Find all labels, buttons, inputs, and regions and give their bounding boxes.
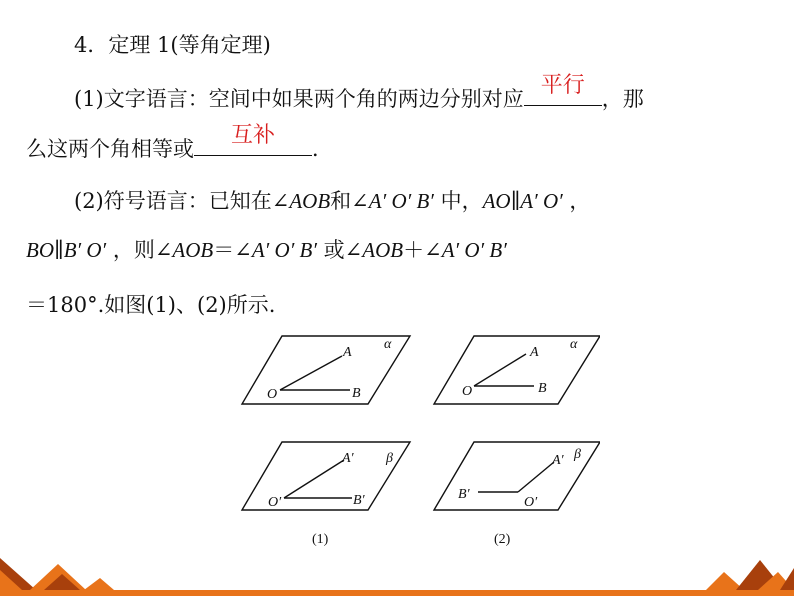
label-O-prime: O′	[268, 495, 282, 510]
label-plane: α	[570, 337, 578, 352]
label-O-prime: O′	[524, 495, 538, 510]
answer-blank-1	[524, 73, 602, 106]
sym-var: B′ O′	[63, 238, 107, 262]
caption-2: (2)	[494, 532, 511, 547]
sym-text: 和∠	[330, 189, 369, 213]
label-B: B	[538, 381, 547, 396]
decorative-footer	[0, 550, 794, 596]
ray-OA-1	[280, 356, 342, 390]
label-O: O	[267, 387, 278, 402]
sym-text: ，则∠	[106, 238, 173, 262]
text-statement-line2	[26, 123, 333, 164]
label-plane: α	[384, 337, 392, 352]
label-A: A	[343, 345, 352, 360]
sym-text: 或∠	[316, 238, 363, 262]
footer-triangle	[84, 578, 114, 590]
answer-parallel: 平行	[540, 73, 585, 98]
angle-figures	[240, 334, 600, 552]
label-plane: β	[574, 447, 581, 462]
sym-text: ＋∠	[403, 238, 442, 262]
label-A-prime: A′	[342, 451, 354, 466]
answer-supplementary: 互补	[230, 123, 275, 148]
text-line2-prefix: 么这两个角相等或	[26, 137, 194, 161]
symbol-statement-line2	[26, 235, 507, 265]
figure-1-bottom	[242, 442, 410, 510]
ray-O1A1-1	[284, 460, 344, 498]
ray-OA-2	[474, 354, 526, 386]
sym-var: AOB	[362, 238, 404, 262]
label-A: A	[530, 345, 539, 360]
sym-var: A′ O′	[520, 189, 563, 213]
label-B-prime: B′	[353, 493, 365, 508]
heading: 4．定理 1(等角定理)	[74, 33, 271, 57]
figure-1-top	[242, 336, 410, 404]
text-prefix: (1)文字语言：空间中如果两个角的两边分别对应	[74, 87, 524, 111]
answer-blank-2	[194, 123, 312, 156]
symbol-statement-line3: ＝180°.如图(1)、(2)所示.	[26, 293, 276, 317]
sym-var: A′ O′ B′	[368, 189, 434, 213]
footer-bar	[0, 590, 794, 596]
label-B-prime: B′	[458, 487, 470, 502]
sym-var: BO	[26, 238, 54, 262]
sym-text: (2)符号语言：已知在∠	[74, 189, 290, 213]
sym-text: ＝∠	[213, 238, 252, 262]
text-end: ．	[312, 137, 333, 161]
label-B: B	[352, 386, 361, 401]
symbol-statement-line1	[74, 186, 590, 216]
caption-1: (1)	[312, 532, 329, 547]
sym-text: ，	[562, 189, 591, 213]
parallel-symbol: ∥	[54, 238, 64, 262]
label-O: O	[462, 384, 473, 399]
text-statement-line1	[74, 73, 644, 114]
sym-text: 中，	[433, 189, 483, 213]
label-plane: β	[386, 451, 393, 466]
sym-var: A′ O′ B′	[441, 238, 507, 262]
parallel-symbol: ∥	[510, 189, 521, 213]
figure-2-top	[434, 336, 600, 404]
sym-var: AOB	[172, 238, 214, 262]
sym-var: AO	[482, 189, 511, 213]
label-A-prime: A′	[552, 453, 564, 468]
figure-2-bottom	[434, 442, 600, 510]
text-mid: ，那	[601, 87, 644, 111]
sym-var: AOB	[289, 189, 331, 213]
sym-var: A′ O′ B′	[251, 238, 317, 262]
ray-O1A1-2	[518, 462, 554, 492]
